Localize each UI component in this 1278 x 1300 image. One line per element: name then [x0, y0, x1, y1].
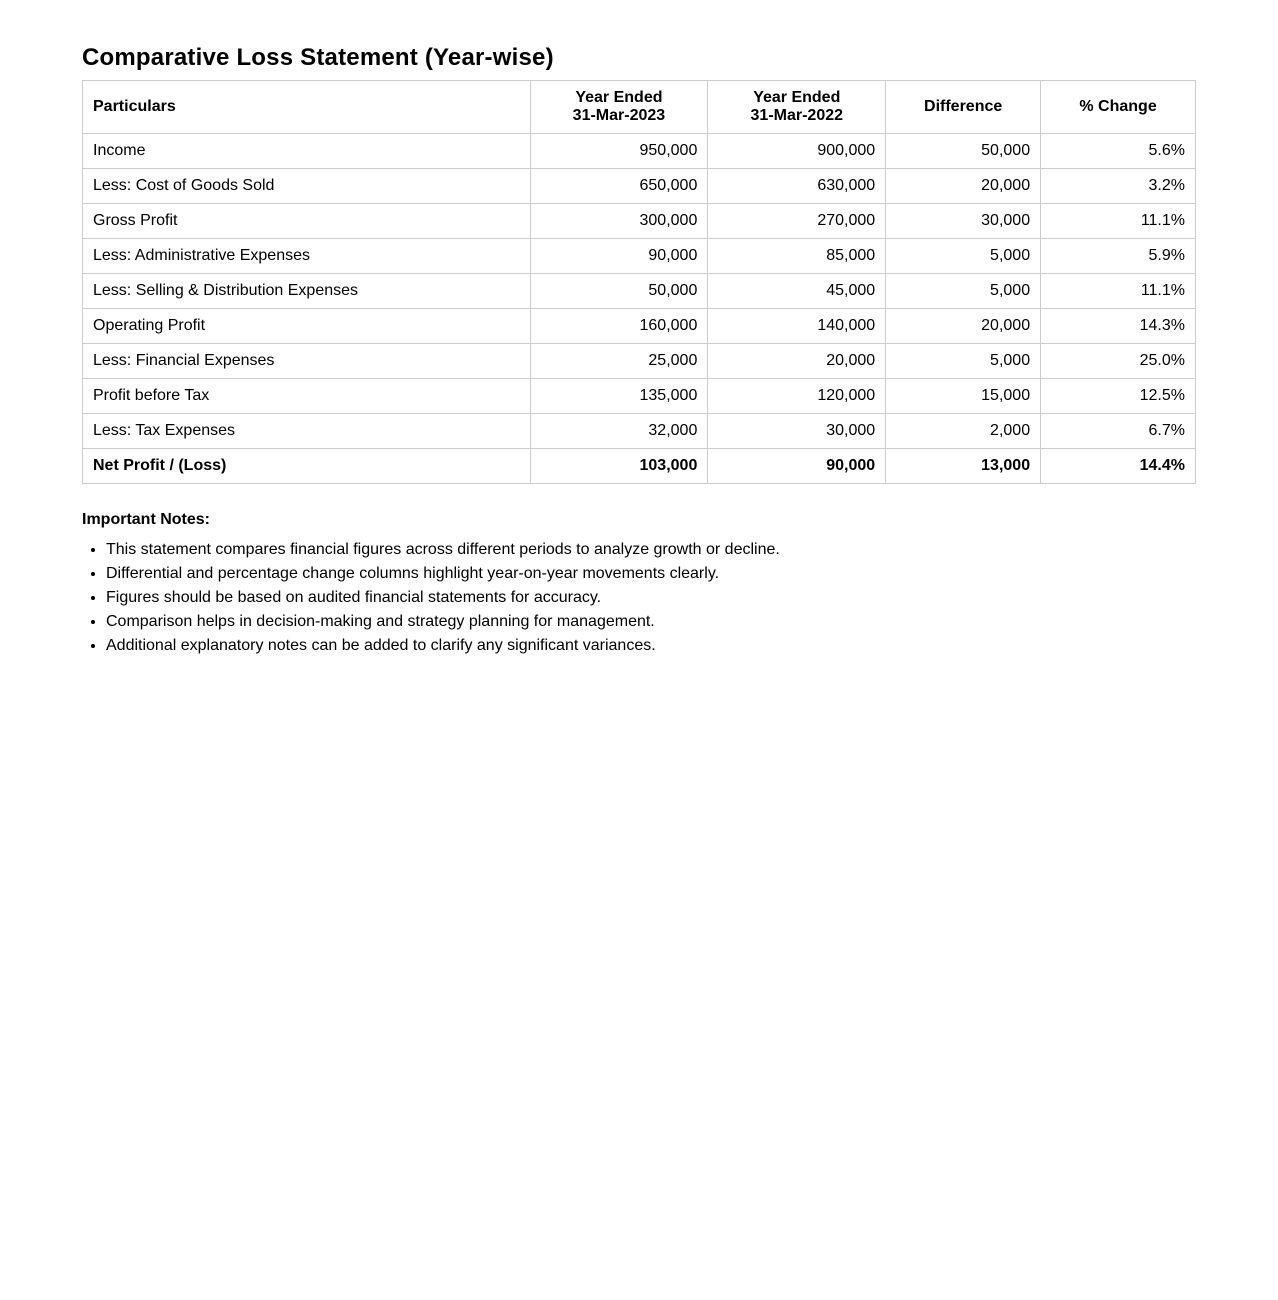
- table-header: [83, 81, 1196, 134]
- header-difference: Difference: [886, 81, 1041, 134]
- header-year-2022: [708, 81, 886, 134]
- row-year-2022: 140,000: [708, 309, 886, 344]
- table-row-total: [83, 449, 1196, 484]
- row-year-2022: 85,000: [708, 239, 886, 274]
- row-difference: 20,000: [886, 309, 1041, 344]
- row-pct-change: 14.3%: [1041, 309, 1196, 344]
- notes-title: Important Notes:: [82, 511, 210, 528]
- row-pct-change: 11.1%: [1041, 274, 1196, 309]
- row-particulars: Less: Tax Expenses: [83, 414, 531, 449]
- row-particulars: Less: Financial Expenses: [83, 344, 531, 379]
- row-particulars: Less: Cost of Goods Sold: [83, 169, 531, 204]
- page-title: Comparative Loss Statement (Year-wise): [82, 44, 554, 71]
- row-year-2023: 160,000: [530, 309, 708, 344]
- note-item: • Additional explanatory notes can be added to clarify any significant variances.: [106, 634, 1196, 658]
- row-pct-change: 12.5%: [1041, 379, 1196, 414]
- header-particulars: Particulars: [83, 81, 531, 134]
- row-year-2022: 45,000: [708, 274, 886, 309]
- row-year-2022: 120,000: [708, 379, 886, 414]
- row-year-2022: 20,000: [708, 344, 886, 379]
- notes-list: [82, 538, 1196, 658]
- table-row: [83, 239, 1196, 274]
- table-row: [83, 134, 1196, 169]
- row-difference: 13,000: [886, 449, 1041, 484]
- table-row: [83, 169, 1196, 204]
- table-row: [83, 379, 1196, 414]
- row-difference: 5,000: [886, 344, 1041, 379]
- header-year-2023-line1: Year Ended: [575, 89, 663, 106]
- row-year-2023: 50,000: [530, 274, 708, 309]
- note-item: • Figures should be based on audited financial statements for accuracy.: [106, 586, 1196, 610]
- header-year-2022-line2: 31-Mar-2022: [750, 107, 844, 124]
- header-row: [83, 81, 1196, 134]
- row-year-2022: 630,000: [708, 169, 886, 204]
- row-particulars: Gross Profit: [83, 204, 531, 239]
- table-row: [83, 204, 1196, 239]
- table-row: [83, 274, 1196, 309]
- row-difference: 2,000: [886, 414, 1041, 449]
- row-pct-change: 25.0%: [1041, 344, 1196, 379]
- note-item: • This statement compares financial figures across different periods to analyze growth or decline.: [106, 538, 1196, 562]
- row-year-2023: 650,000: [530, 169, 708, 204]
- note-item: • Differential and percentage change columns highlight year-on-year movements clearly.: [106, 562, 1196, 586]
- header-year-2023-line2: 31-Mar-2023: [572, 107, 666, 124]
- row-pct-change: 6.7%: [1041, 414, 1196, 449]
- header-pct-change: % Change: [1041, 81, 1196, 134]
- row-pct-change: 14.4%: [1041, 449, 1196, 484]
- row-year-2022: 900,000: [708, 134, 886, 169]
- comparative-statement-table: [82, 80, 1196, 484]
- row-particulars: Operating Profit: [83, 309, 531, 344]
- row-pct-change: 5.9%: [1041, 239, 1196, 274]
- row-difference: 5,000: [886, 274, 1041, 309]
- row-particulars: Profit before Tax: [83, 379, 531, 414]
- row-difference: 20,000: [886, 169, 1041, 204]
- row-year-2023: 135,000: [530, 379, 708, 414]
- row-particulars: Net Profit / (Loss): [83, 449, 531, 484]
- row-particulars: Less: Administrative Expenses: [83, 239, 531, 274]
- row-pct-change: 11.1%: [1041, 204, 1196, 239]
- table-body: [83, 134, 1196, 484]
- note-item: • Comparison helps in decision-making and strategy planning for management.: [106, 610, 1196, 634]
- table-row: [83, 309, 1196, 344]
- row-difference: 50,000: [886, 134, 1041, 169]
- row-difference: 15,000: [886, 379, 1041, 414]
- notes-section: [82, 510, 1196, 658]
- row-year-2023: 32,000: [530, 414, 708, 449]
- header-year-2022-line1: Year Ended: [753, 89, 841, 106]
- row-pct-change: 3.2%: [1041, 169, 1196, 204]
- row-difference: 30,000: [886, 204, 1041, 239]
- row-year-2022: 30,000: [708, 414, 886, 449]
- row-particulars: Less: Selling & Distribution Expenses: [83, 274, 531, 309]
- row-year-2023: 950,000: [530, 134, 708, 169]
- table-row: [83, 344, 1196, 379]
- header-year-2023: [530, 81, 708, 134]
- row-year-2023: 300,000: [530, 204, 708, 239]
- row-difference: 5,000: [886, 239, 1041, 274]
- table-row: [83, 414, 1196, 449]
- row-year-2023: 103,000: [530, 449, 708, 484]
- row-pct-change: 5.6%: [1041, 134, 1196, 169]
- row-year-2022: 90,000: [708, 449, 886, 484]
- row-particulars: Income: [83, 134, 531, 169]
- row-year-2023: 25,000: [530, 344, 708, 379]
- row-year-2022: 270,000: [708, 204, 886, 239]
- row-year-2023: 90,000: [530, 239, 708, 274]
